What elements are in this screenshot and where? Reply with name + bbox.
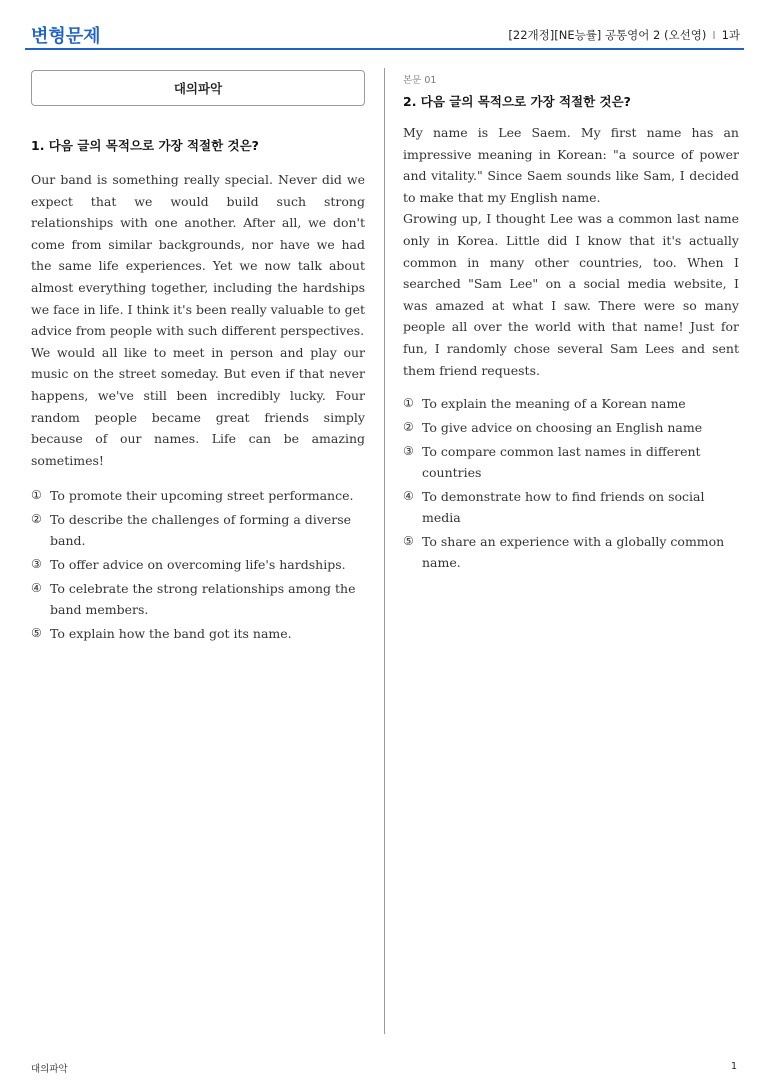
choice-number: ② — [31, 512, 42, 527]
choice-text: To explain the meaning of a Korean name — [422, 396, 686, 412]
choice-item[interactable] — [403, 486, 739, 528]
footer-label: 대의파악 — [31, 1064, 68, 1075]
choice-text: To promote their upcoming street performance. — [50, 488, 354, 504]
choice-number: ① — [31, 488, 42, 503]
choice-item[interactable] — [403, 393, 739, 414]
choice-item[interactable] — [403, 441, 739, 483]
page-number: 1 — [730, 1061, 737, 1072]
header-source: [22개정][NE능률] 공통영어 2 (오선영) — [508, 28, 707, 42]
header-lesson: 1과 — [721, 28, 740, 42]
right-column — [403, 70, 739, 576]
passage-tag: 본문 01 — [403, 75, 437, 86]
question-2-passage — [403, 122, 739, 381]
choice-number: ④ — [403, 489, 414, 504]
choice-text: To compare common last names in different countries — [422, 444, 701, 481]
header-title: 변형문제 — [31, 26, 101, 47]
passage-paragraph: We would all like to meet in person and play our music on the street someday. But even if that never happens, we've still been incredibly lucky. Four random people became great friends simply because of our names. Life can be amazing sometimes! — [31, 344, 365, 468]
header-separator: I — [712, 28, 716, 42]
choice-text: To offer advice on overcoming life's hardships. — [50, 557, 346, 573]
choice-text: To describe the challenges of forming a diverse band. — [50, 512, 352, 549]
question-2-title: 2. 다음 글의 목적으로 가장 적절한 것은? — [403, 94, 631, 109]
choice-number: ③ — [403, 444, 414, 459]
choice-number: ⑤ — [403, 534, 414, 549]
choice-text: To explain how the band got its name. — [50, 626, 292, 642]
question-1-choices — [31, 485, 365, 644]
choice-text: To share an experience with a globally common name. — [422, 534, 725, 571]
choice-item[interactable] — [31, 509, 365, 551]
section-label-box — [31, 70, 365, 106]
passage-paragraph: Growing up, I thought Lee was a common last name only in Korea. Little did I know that it's actually common in many other countries, too. When I searched "Sam Lee" on a social media website, I was amazed at what I saw. There were so many people all over the world with that name! Just for fun, I randomly chose several Sam Lees and sent them friend requests. — [403, 211, 739, 378]
question-2-choices — [403, 393, 739, 573]
choice-item[interactable] — [31, 623, 365, 644]
question-1-passage — [31, 169, 365, 471]
page-header — [0, 0, 768, 50]
choice-item[interactable] — [403, 531, 739, 573]
choice-item[interactable] — [31, 578, 365, 620]
choice-item[interactable] — [403, 417, 739, 438]
choice-text: To give advice on choosing an English name — [422, 420, 703, 436]
passage-paragraph: My name is Lee Saem. My first name has an impressive meaning in Korean: "a source of power and vitality." Since Saem sounds like Sam, I decided to make that my English name. — [403, 125, 739, 205]
choice-item[interactable] — [31, 554, 365, 575]
choice-text: To demonstrate how to find friends on social media — [422, 489, 705, 526]
section-label: 대의파악 — [173, 81, 223, 96]
header-divider — [25, 48, 744, 50]
question-1-title: 1. 다음 글의 목적으로 가장 적절한 것은? — [31, 138, 259, 153]
choice-number: ④ — [31, 581, 42, 596]
choice-text: To celebrate the strong relationships among the band members. — [50, 581, 356, 618]
choice-number: ③ — [31, 557, 42, 572]
header-source-info — [508, 27, 740, 43]
column-divider — [384, 68, 385, 1034]
choice-number: ② — [403, 420, 414, 435]
left-column — [31, 70, 365, 647]
choice-number: ① — [403, 396, 414, 411]
choice-number: ⑤ — [31, 626, 42, 641]
choice-item[interactable] — [31, 485, 365, 506]
passage-paragraph: Our band is something really special. Never did we expect that we would build such strong relationships with one another. After all, we don't come from similar backgrounds, nor have we had the same life experiences. Yet we now talk about almost everything together, including the hardships we face in life. I think it's been really valuable to get advice from people with such different perspectives. — [31, 172, 365, 339]
